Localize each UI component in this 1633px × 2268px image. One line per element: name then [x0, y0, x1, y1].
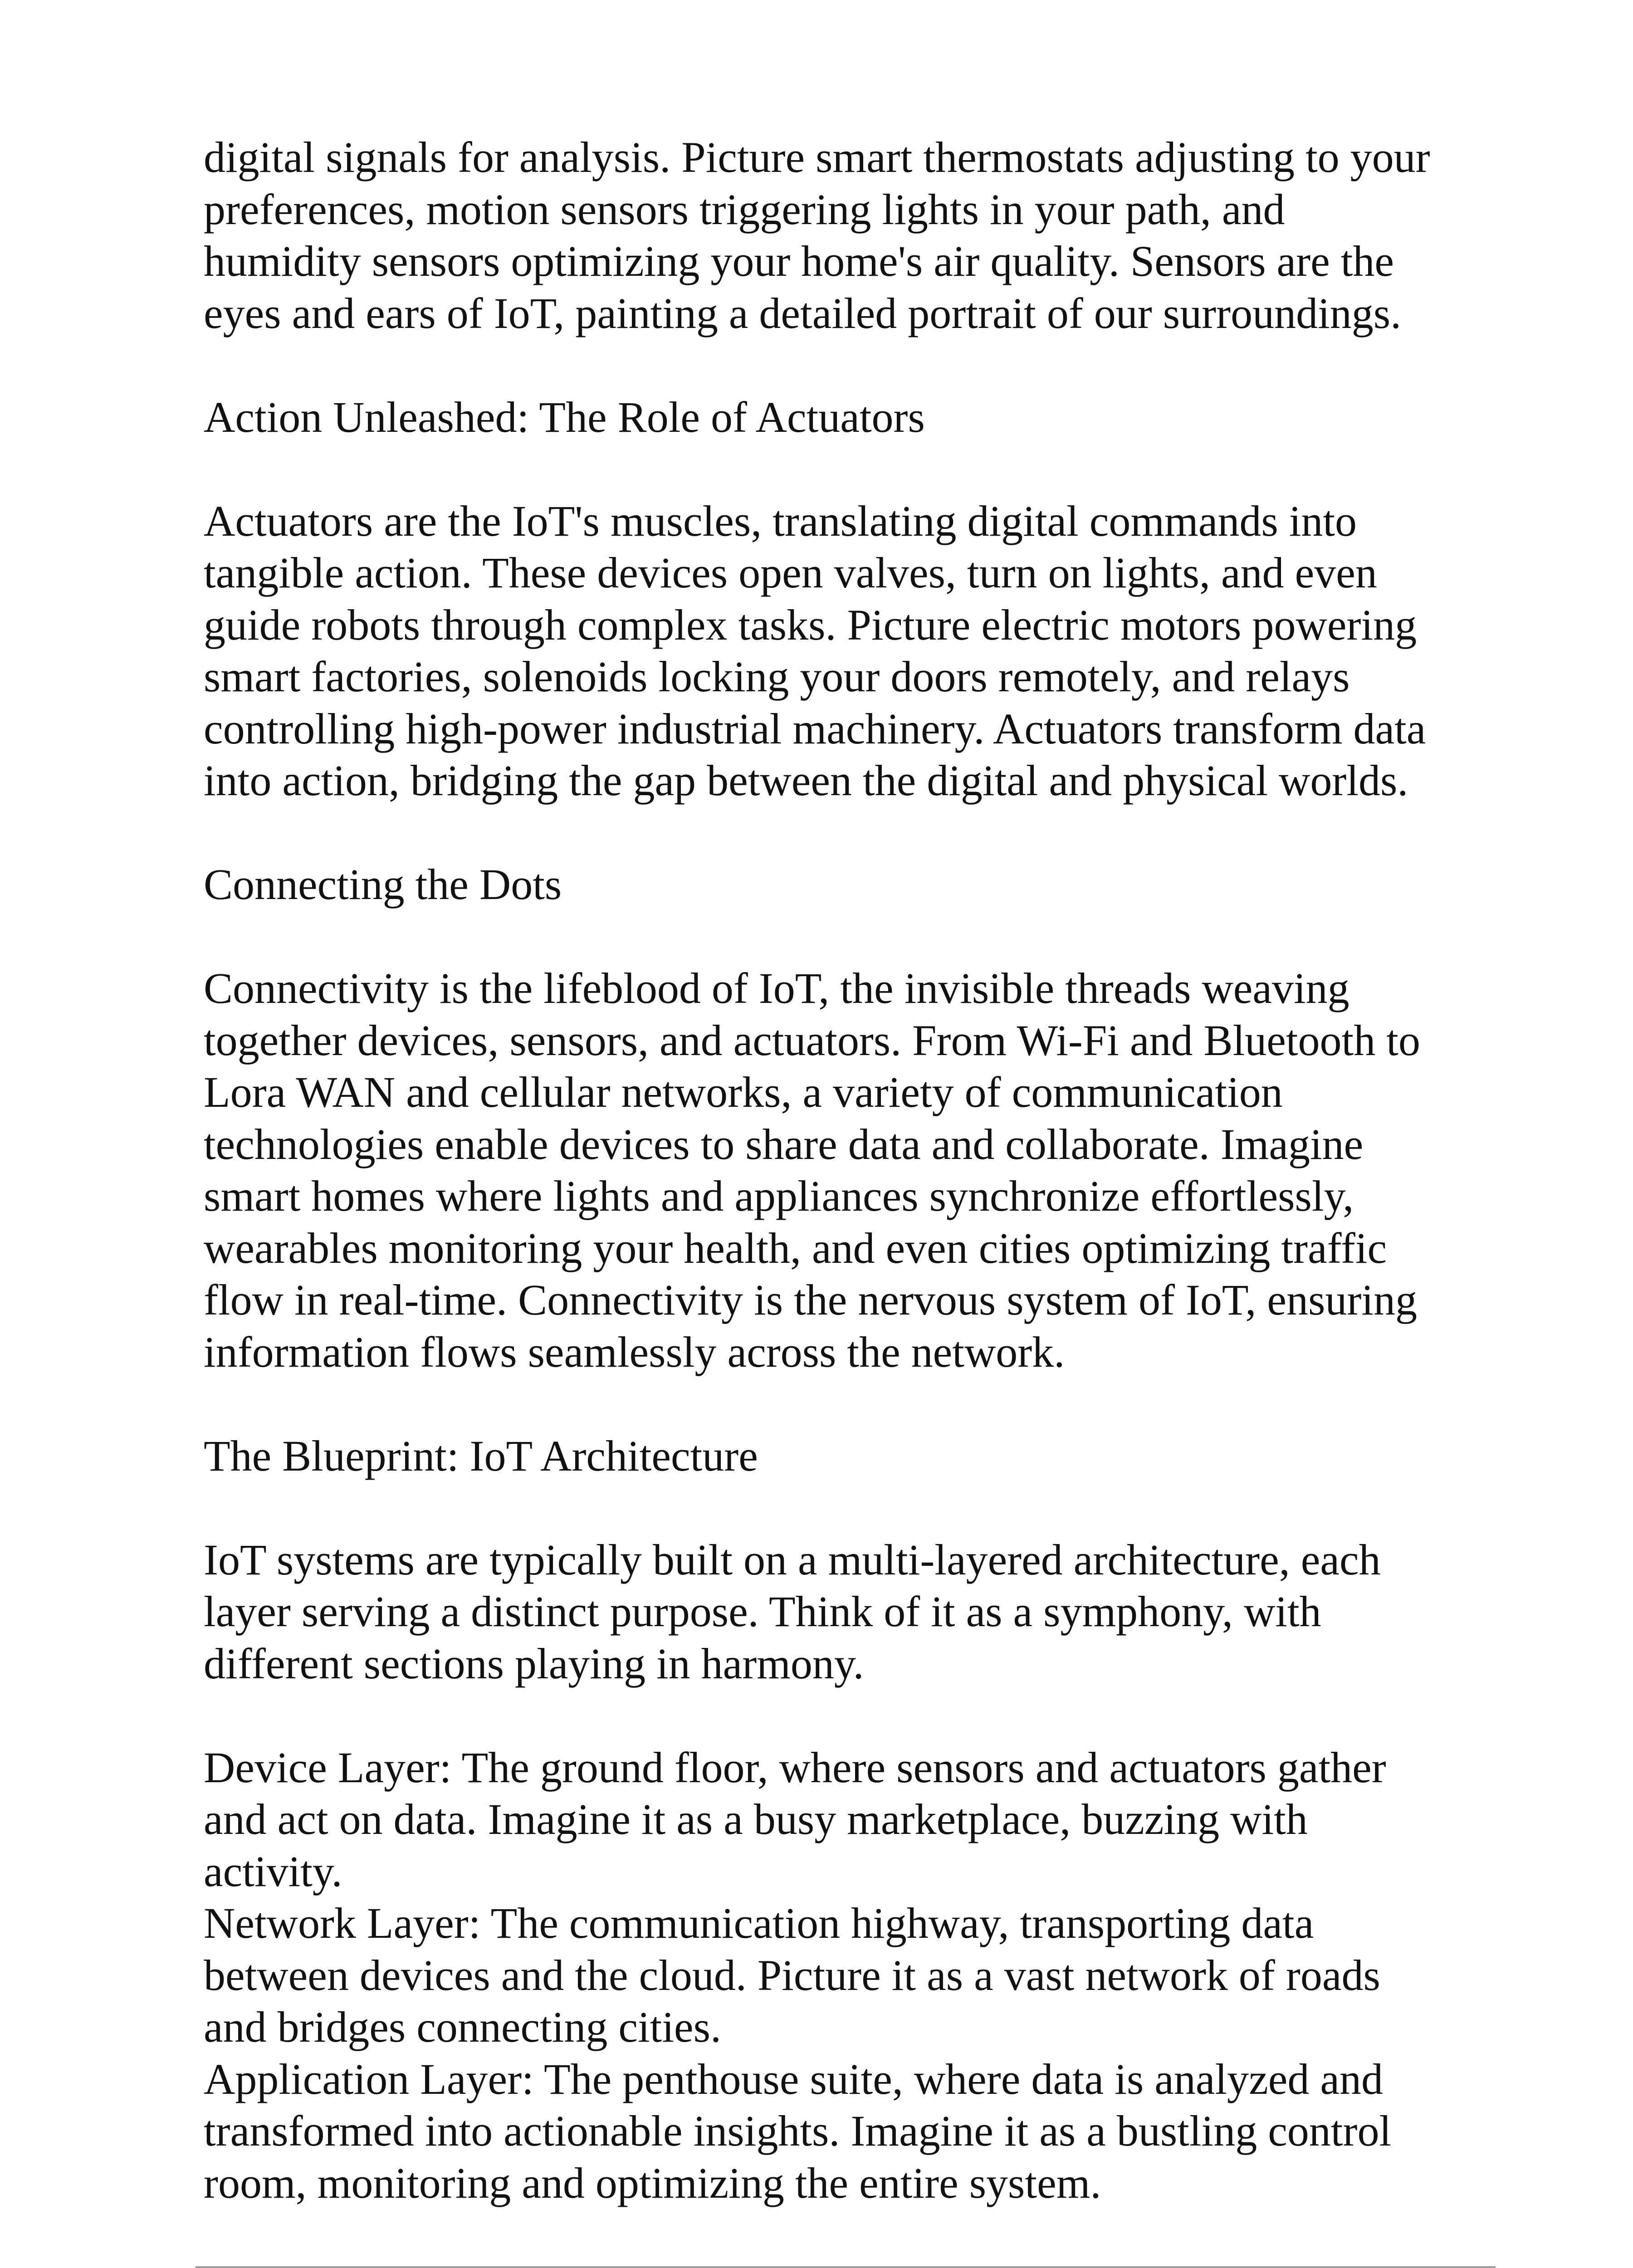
text-line: guide robots through complex tasks. Picture electric motors powering — [204, 600, 1417, 649]
text-line: information flows seamlessly across the network. — [204, 1327, 1065, 1376]
paragraph-actuators — [204, 495, 1501, 807]
text-line: Network Layer: The communication highway, transporting data — [204, 1899, 1314, 1947]
text-line: layer serving a distinct purpose. Think of it as a symphony, with — [204, 1587, 1321, 1636]
text-line: between devices and the cloud. Picture it as a vast network of roads — [204, 1950, 1380, 1999]
text-line: room, monitoring and optimizing the entire system. — [204, 2158, 1101, 2207]
text-line: wearables monitoring your health, and even cities optimizing traffic — [204, 1223, 1387, 1272]
paragraph-architecture — [204, 1534, 1501, 1690]
text-line: Lora WAN and cellular networks, a variety of communication — [204, 1068, 1283, 1116]
text-line: smart homes where lights and appliances synchronize effortlessly, — [204, 1172, 1354, 1220]
paragraph-layers — [204, 1742, 1501, 2209]
text-line: controlling high-power industrial machinery. Actuators transform data — [204, 704, 1426, 753]
text-line: flow in real-time. Connectivity is the nervous system of IoT, ensuring — [204, 1276, 1418, 1324]
text-line: humidity sensors optimizing your home's air quality. Sensors are the — [204, 237, 1394, 285]
heading-line: Connecting the Dots — [204, 860, 562, 909]
text-line: tangible action. These devices open valves, turn on lights, and even — [204, 548, 1377, 597]
page-body — [204, 132, 1501, 2209]
text-line: activity. — [204, 1847, 342, 1896]
text-line: transformed into actionable insights. Imagine it as a bustling control — [204, 2107, 1392, 2155]
text-line: technologies enable devices to share data and collaborate. Imagine — [204, 1119, 1364, 1168]
text-line: different sections playing in harmony. — [204, 1639, 864, 1688]
text-line: and act on data. Imagine it as a busy marketplace, buzzing with — [204, 1795, 1308, 1843]
text-line: Device Layer: The ground floor, where sensors and actuators gather — [204, 1743, 1386, 1792]
paragraph-sensors — [204, 132, 1501, 339]
text-line: into action, bridging the gap between the digital and physical worlds. — [204, 756, 1408, 805]
heading-line: Action Unleashed: The Role of Actuators — [204, 392, 925, 441]
footer-divider — [196, 2266, 1496, 2268]
section-heading-connecting — [204, 859, 1501, 911]
text-line: smart factories, solenoids locking your doors remotely, and relays — [204, 652, 1350, 701]
heading-line: The Blueprint: IoT Architecture — [204, 1431, 758, 1480]
section-heading-actuators — [204, 391, 1501, 444]
paragraph-connectivity — [204, 963, 1501, 1378]
text-line: preferences, motion sensors triggering lights in your path, and — [204, 185, 1285, 234]
text-line: digital signals for analysis. Picture smart thermostats adjusting to your — [204, 133, 1430, 181]
text-line: Application Layer: The penthouse suite, where data is analyzed and — [204, 2054, 1383, 2103]
text-line: Connectivity is the lifeblood of IoT, the invisible threads weaving — [204, 964, 1349, 1012]
text-line: and bridges connecting cities. — [204, 2003, 721, 2051]
text-line: Actuators are the IoT's muscles, translating digital commands into — [204, 496, 1357, 545]
section-heading-architecture — [204, 1430, 1501, 1482]
text-line: eyes and ears of IoT, painting a detailed portrait of our surroundings. — [204, 288, 1402, 337]
text-line: IoT systems are typically built on a multi-layered architecture, each — [204, 1535, 1381, 1584]
text-line: together devices, sensors, and actuators. From Wi-Fi and Bluetooth to — [204, 1016, 1420, 1065]
